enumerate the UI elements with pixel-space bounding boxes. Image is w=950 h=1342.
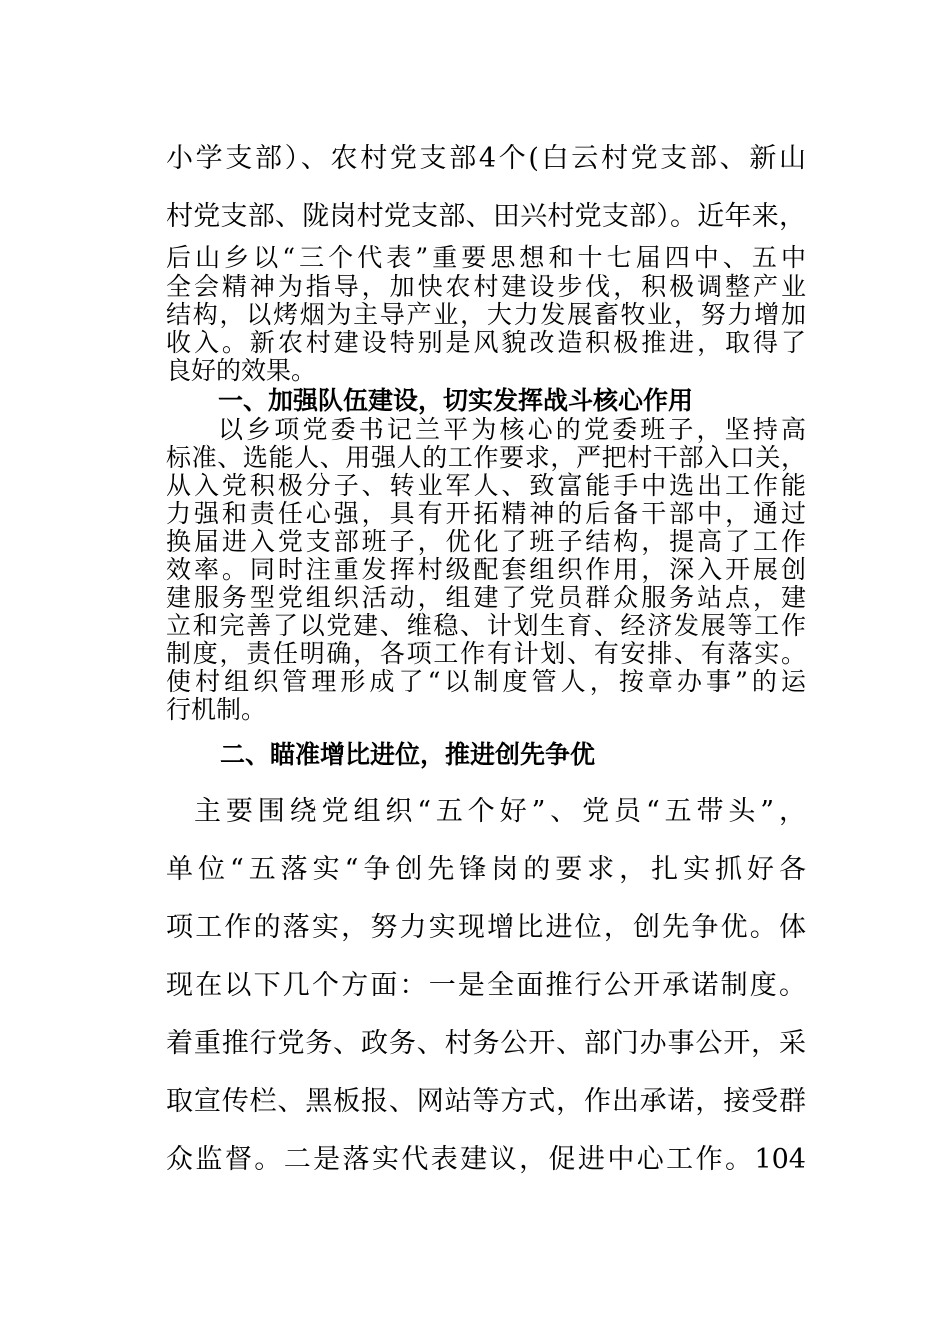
paragraph-line: 换届进入党支部班子，优化了班子结构，提高了工作 bbox=[166, 527, 806, 556]
paragraph-line: 村党支部、陇岗村党支部、田兴村党支部）。近年来， bbox=[166, 201, 806, 232]
paragraph-line: 现在以下几个方面：一是全面推行公开承诺制度。 bbox=[166, 970, 806, 1001]
section-heading-1: 一、加强队伍建设，切实发挥战斗核心作用 bbox=[218, 386, 694, 415]
paragraph-line: 后山乡以“三个代表”重要思想和十七届四中、五中 bbox=[166, 243, 806, 272]
paragraph-line: 良好的效果。 bbox=[166, 356, 317, 385]
paragraph-line: 着重推行党务、政务、村务公开、部门办事公开，采 bbox=[166, 1028, 806, 1059]
paragraph-line: 单位“五落实“争创先锋岗的要求，扎实抓好各 bbox=[166, 854, 806, 885]
paragraph-line: 众监督。二是落实代表建议，促进中心工作。104 bbox=[166, 1144, 806, 1175]
paragraph-line: 从入党积极分子、转业军人、致富能手中选出工作能 bbox=[166, 471, 806, 500]
section-heading-2: 二、瞄准增比进位，推进创先争优 bbox=[220, 740, 596, 769]
paragraph-line: 取宣传栏、黑板报、网站等方式，作出承诺，接受群 bbox=[166, 1086, 806, 1117]
paragraph-line: 力强和责任心强，具有开拓精神的后备干部中，通过 bbox=[166, 499, 806, 528]
paragraph-line: 行机制。 bbox=[166, 695, 267, 724]
paragraph-line: 建服务型党组织活动，组建了党员群众服务站点，建 bbox=[166, 583, 806, 612]
paragraph-line: 项工作的落实，努力实现增比进位，创先争优。体 bbox=[166, 912, 806, 943]
paragraph-line: 以乡项党委书记兰平为核心的党委班子，坚持高 bbox=[218, 415, 806, 444]
paragraph-line: 主要围绕党组织“五个好”、党员“五带头”， bbox=[194, 796, 806, 827]
paragraph-line: 立和完善了以党建、维稳、计划生育、经济发展等工作 bbox=[166, 611, 806, 640]
paragraph-line: 使村组织管理形成了“以制度管人，按章办事”的运 bbox=[166, 667, 806, 696]
paragraph-line: 结构，以烤烟为主导产业，大力发展畜牧业，努力增加 bbox=[166, 300, 806, 329]
paragraph-line: 小学支部）、农村党支部4个(白云村党支部、新山 bbox=[166, 143, 806, 174]
paragraph-line: 全会精神为指导，加快农村建设步伐，积极调整产业 bbox=[166, 272, 806, 301]
paragraph-line: 效率。同时注重发挥村级配套组织作用，深入开展创 bbox=[166, 555, 806, 584]
paragraph-line: 标准、选能人、用强人的工作要求，严把村干部入口关， bbox=[166, 443, 806, 472]
paragraph-line: 收入。新农村建设特别是风貌改造积极推进，取得了 bbox=[166, 328, 806, 357]
paragraph-line: 制度，责任明确，各项工作有计划、有安排、有落实。 bbox=[166, 639, 806, 668]
